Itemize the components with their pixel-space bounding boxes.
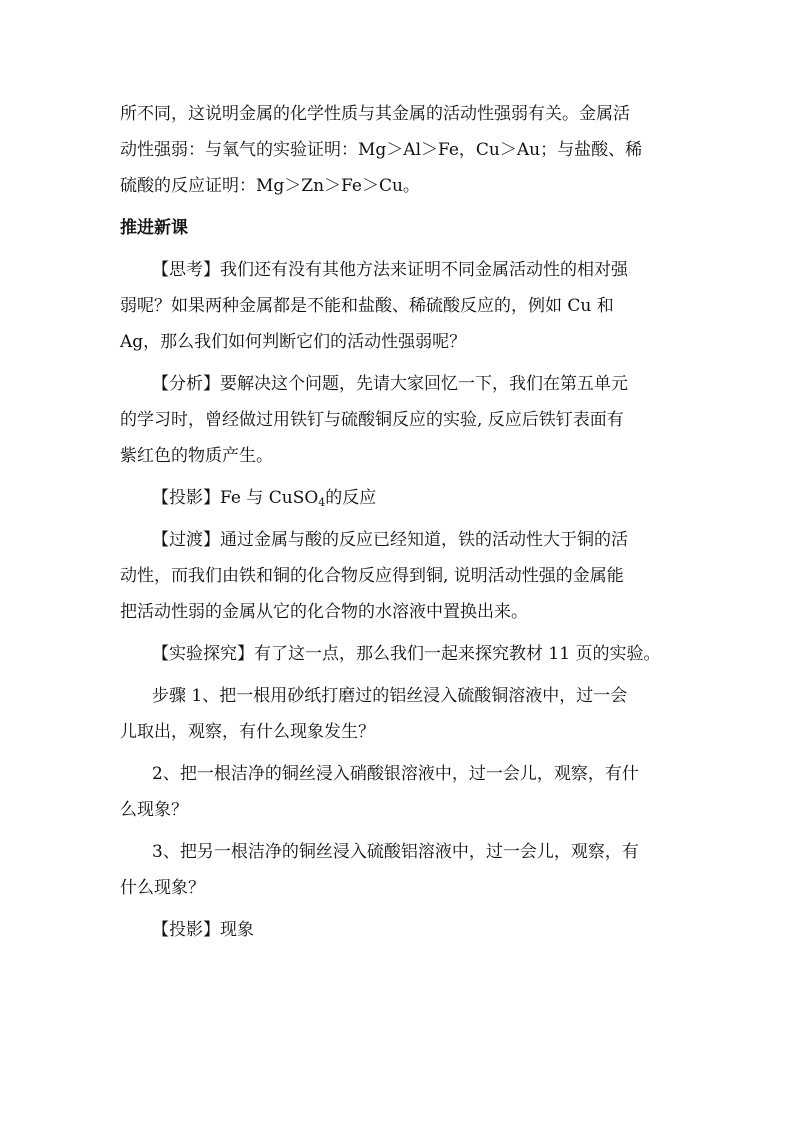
- step-2-line-1: 2、把一根洁净的铜丝浸入硝酸银溶液中，过一会儿，观察，有什: [152, 764, 639, 784]
- transition-line-2: 动性，而我们由铁和铜的化合物反应得到铜, 说明活动性强的金属能: [120, 566, 624, 586]
- section-heading: 推进新课: [120, 218, 188, 238]
- think-line-1: 【思考】我们还有没有其他方法来证明不同金属活动性的相对强: [152, 260, 628, 280]
- step-3-line-1: 3、把另一根洁净的铜丝浸入硫酸铝溶液中，过一会儿，观察，有: [152, 842, 639, 862]
- step-1-line-2: 儿取出，观察，有什么现象发生？: [120, 722, 375, 742]
- projection-subscript: 4: [318, 496, 326, 509]
- step-2-line-2: 么现象？: [120, 800, 188, 820]
- step-3-paragraph: [120, 834, 680, 906]
- analysis-line-3: 紫红色的物质产生。: [120, 446, 273, 466]
- think-line-3: Ag，那么我们如何判断它们的活动性强弱呢？: [120, 332, 467, 352]
- intro-line-3: 硫酸的反应证明：Mg＞Zn＞Fe＞Cu。: [120, 176, 420, 196]
- projection-fe-cuso4: [120, 480, 680, 516]
- step-1-line-1: 步骤 1、把一根用砂纸打磨过的铝丝浸入硫酸铜溶液中，过一会: [152, 686, 628, 706]
- analysis-paragraph: [120, 366, 680, 474]
- intro-line-2: 动性强弱：与氧气的实验证明：Mg＞Al＞Fe，Cu＞Au；与盐酸、稀: [120, 140, 643, 160]
- intro-paragraph: [120, 96, 680, 204]
- analysis-line-1: 【分析】要解决这个问题，先请大家回忆一下，我们在第五单元: [152, 374, 628, 394]
- think-line-2: 弱呢？如果两种金属都是不能和盐酸、稀硫酸反应的，例如 Cu 和: [120, 296, 614, 316]
- analysis-line-2: 的学习时，曾经做过用铁钉与硫酸铜反应的实验, 反应后铁钉表面有: [120, 410, 624, 430]
- transition-line-3: 把活动性弱的金属从它的化合物的水溶液中置换出来。: [120, 602, 528, 622]
- projection-suffix: 的反应: [325, 488, 377, 508]
- step-3-line-2: 什么现象？: [120, 878, 205, 898]
- projection-phenomenon: 【投影】现象: [152, 920, 254, 940]
- experiment-line: 【实验探究】有了这一点，那么我们一起来探究教材 11 页的实验。: [152, 644, 661, 664]
- transition-paragraph: [120, 522, 680, 630]
- step-1-paragraph: [120, 678, 680, 750]
- document-page: [120, 96, 680, 948]
- projection-prefix: 【投影】Fe 与 CuSO: [152, 488, 319, 508]
- intro-line-1: 所不同，这说明金属的化学性质与其金属的活动性强弱有关。金属活: [120, 104, 630, 124]
- transition-line-1: 【过渡】通过金属与酸的反应已经知道，铁的活动性大于铜的活: [152, 530, 628, 550]
- think-paragraph: [120, 252, 680, 360]
- step-2-paragraph: [120, 756, 680, 828]
